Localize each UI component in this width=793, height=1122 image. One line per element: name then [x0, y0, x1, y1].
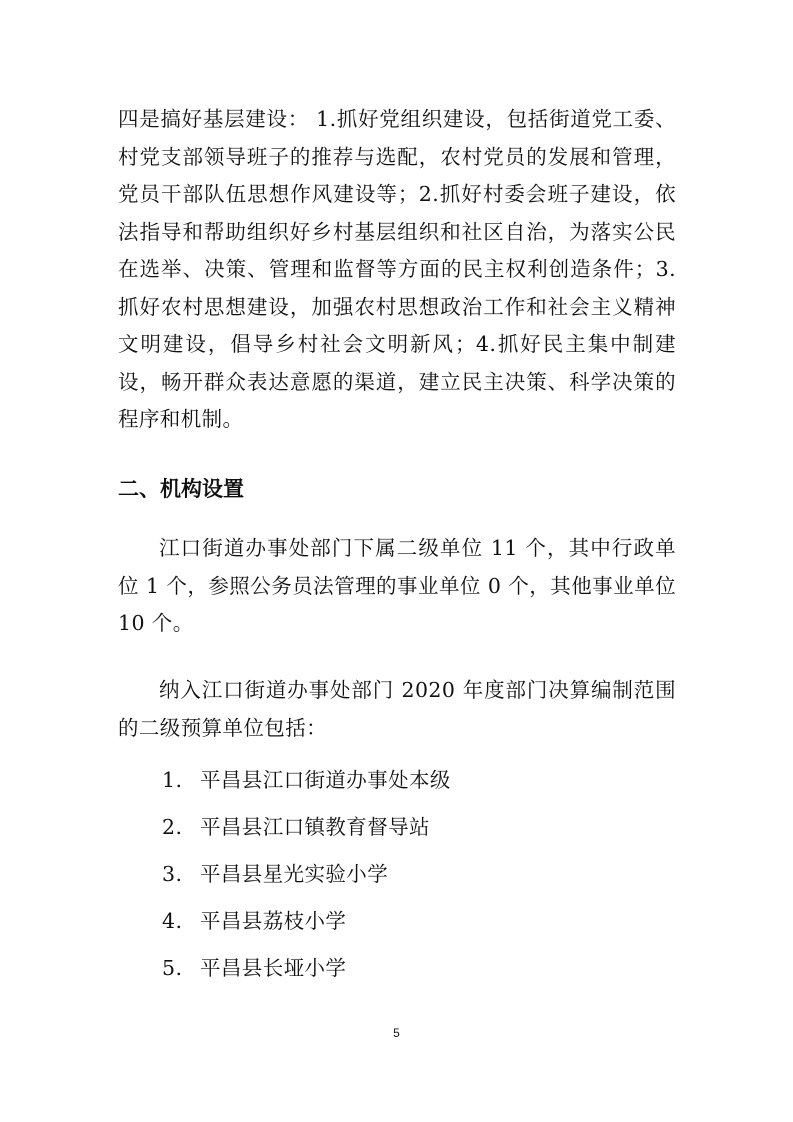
- list-item: [162, 812, 451, 859]
- list-item: [162, 765, 451, 812]
- list-item-text: 平昌县江口镇教育督导站: [200, 815, 430, 839]
- list-item: [162, 859, 451, 906]
- list-item-number: 3.: [162, 862, 183, 886]
- list-item: [162, 953, 451, 1000]
- list-item-number: 4.: [162, 909, 183, 933]
- list-item-text: 平昌县星光实验小学: [200, 862, 389, 886]
- page-number: 5: [393, 1026, 400, 1040]
- body-paragraph: 纳入江口街道办事处部门 2020 年度部门决算编制范围的二级预算单位包括：: [118, 678, 676, 740]
- list-item: [162, 906, 451, 953]
- list-item-text: 平昌县江口街道办事处本级: [200, 768, 451, 792]
- list-item-text: 平昌县长垭小学: [200, 956, 347, 980]
- unit-list: [162, 765, 451, 1000]
- list-item-text: 平昌县荔枝小学: [200, 909, 347, 933]
- body-paragraph: 四是搞好基层建设： 1.抓好党组织建设，包括街道党工委、村党支部领导班子的推荐与选配，农村党员的发展和管理，党员干部队伍思想作风建设等；2.抓好村委会班子建设，依法指导和帮助组织好乡村基层组织和社区自治，为落实公民在选举、决策、管理和监督等方面的民主权利创造条件；3.抓好农村思想建设，加强农村思想政治工作和社会主义精神文明建设，倡导乡村社会文明新风；4.抓好民主集中制建设，畅开群众表达意愿的渠道，建立民主决策、科学决策的程序和机制。: [118, 107, 676, 431]
- list-item-number: 5.: [162, 956, 183, 980]
- list-item-number: 2.: [162, 815, 183, 839]
- section-heading: 二、机构设置: [118, 477, 244, 501]
- list-item-number: 1.: [162, 768, 183, 792]
- body-paragraph: 江口街道办事处部门下属二级单位 11 个，其中行政单位 1 个，参照公务员法管理的事业单位 0 个，其他事业单位 10 个。: [118, 536, 676, 635]
